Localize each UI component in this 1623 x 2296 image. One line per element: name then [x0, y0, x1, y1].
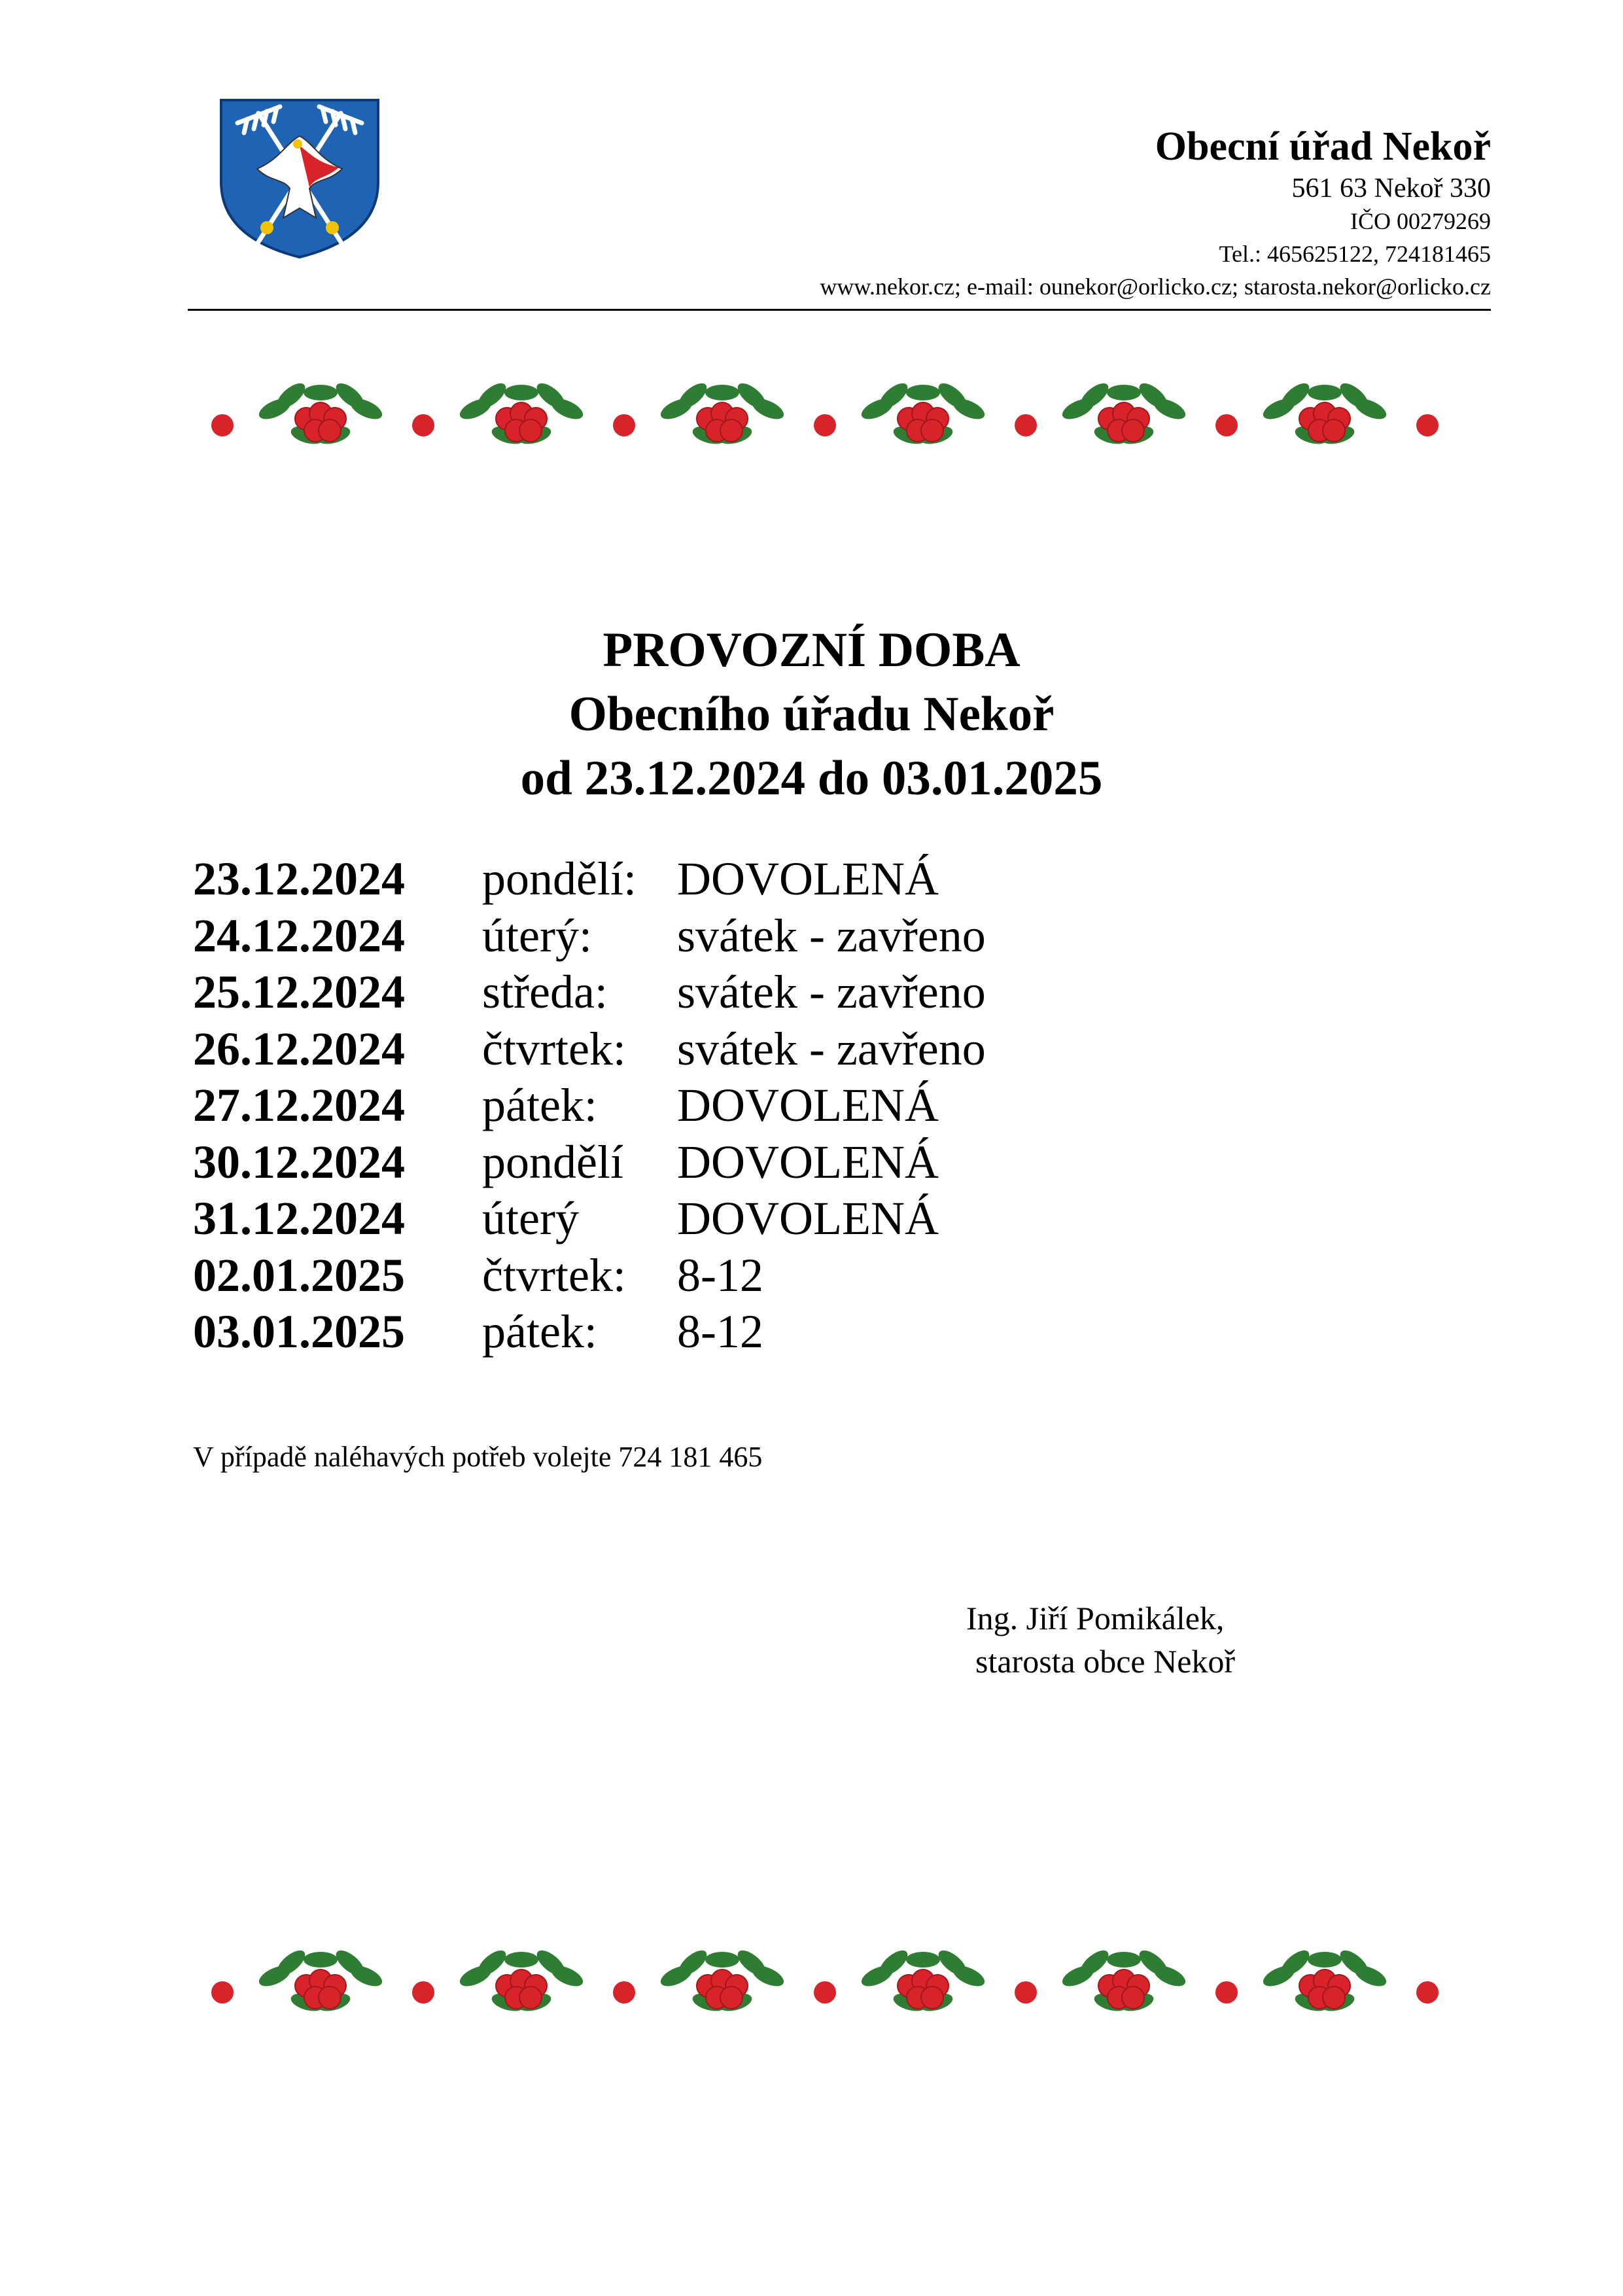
schedule-day: pondělí: [482, 1135, 623, 1188]
berry-bead: [814, 414, 836, 436]
document-title: [0, 618, 1623, 811]
holly-sprig: [1260, 379, 1389, 447]
org-name: Obecní úřad Nekoř: [1155, 124, 1491, 169]
holly-sprig: [457, 1946, 585, 2014]
org-address: 561 63 Nekoř 330: [1291, 173, 1491, 203]
organization-header: [820, 121, 1491, 303]
schedule-date: 26.12.2024: [193, 1022, 405, 1075]
signature-name: Ing. Jiří Pomikálek,: [966, 1600, 1225, 1636]
berry-bead: [1215, 1981, 1238, 2004]
org-web-email: www.nekor.cz; e-mail: ounekor@orlicko.cz; starosta.nekor@orlicko.cz: [820, 274, 1491, 300]
coat-of-arms-logo: [218, 97, 381, 260]
title-line-3: od 23.12.2024 do 03.01.2025: [520, 751, 1103, 805]
berry-bead: [1416, 414, 1439, 436]
schedule-day: úterý: [482, 1192, 579, 1245]
berry-bead: [1015, 1981, 1037, 2004]
schedule-day: úterý:: [482, 909, 592, 962]
holly-sprig: [657, 1946, 786, 2014]
schedule-date: 25.12.2024: [193, 966, 405, 1018]
schedule-date: 31.12.2024: [193, 1192, 405, 1245]
holly-sprig: [657, 379, 786, 447]
berry-bead: [814, 1981, 836, 2004]
header-divider: [188, 309, 1491, 311]
org-ico: IČO 00279269: [1350, 208, 1491, 234]
schedule-day: čtvrtek:: [482, 1022, 626, 1075]
berry-bead: [211, 414, 234, 436]
berry-bead: [1015, 414, 1037, 436]
schedule-status: svátek - zavřeno: [677, 909, 986, 962]
holly-sprig: [858, 379, 987, 447]
berry-bead: [211, 1981, 234, 2004]
schedule-status: 8-12: [677, 1305, 763, 1358]
signature-block: [966, 1597, 1235, 1683]
schedule-status: DOVOLENÁ: [677, 1192, 939, 1245]
holly-sprig: [1059, 379, 1188, 447]
holly-sprig: [256, 1946, 385, 2014]
berry-bead: [412, 414, 434, 436]
berry-bead: [412, 1981, 434, 2004]
berry-bead: [613, 1981, 635, 2004]
title-line-2: Obecního úřadu Nekoř: [568, 687, 1055, 741]
schedule-status: svátek - zavřeno: [677, 966, 986, 1018]
signature-role: starosta obce Nekoř: [975, 1643, 1236, 1680]
holly-sprig: [457, 379, 585, 447]
schedule-date: 27.12.2024: [193, 1079, 405, 1131]
holly-sprig: [256, 379, 385, 447]
schedule-date: 03.01.2025: [193, 1305, 405, 1358]
schedule-day: středa:: [482, 966, 608, 1018]
schedule-date: 24.12.2024: [193, 909, 405, 962]
org-phone: Tel.: 465625122, 724181465: [1219, 241, 1491, 267]
schedule-day: pátek:: [482, 1305, 597, 1358]
holly-garland-top: [209, 366, 1465, 471]
schedule-status: 8-12: [677, 1248, 763, 1301]
schedule-date: 30.12.2024: [193, 1135, 405, 1188]
schedule-status: DOVOLENÁ: [677, 1079, 939, 1131]
schedule-day: pondělí:: [482, 853, 637, 905]
schedule-status: DOVOLENÁ: [677, 1135, 939, 1188]
holly-sprig: [1059, 1946, 1188, 2014]
emergency-note: V případě naléhavých potřeb volejte 724 181 465: [193, 1441, 763, 1473]
berry-bead: [1215, 414, 1238, 436]
schedule-date: 23.12.2024: [193, 853, 405, 905]
schedule-status: svátek - zavřeno: [677, 1022, 986, 1075]
holly-garland-bottom: [209, 1934, 1465, 2038]
schedule-day: čtvrtek:: [482, 1248, 626, 1301]
berry-bead: [1416, 1981, 1439, 2004]
schedule-date: 02.01.2025: [193, 1248, 405, 1301]
berry-bead: [613, 414, 635, 436]
schedule-day: pátek:: [482, 1079, 597, 1131]
holly-sprig: [1260, 1946, 1389, 2014]
schedule-status: DOVOLENÁ: [677, 853, 939, 905]
holly-sprig: [858, 1946, 987, 2014]
title-line-1: PROVOZNÍ DOBA: [602, 623, 1021, 677]
